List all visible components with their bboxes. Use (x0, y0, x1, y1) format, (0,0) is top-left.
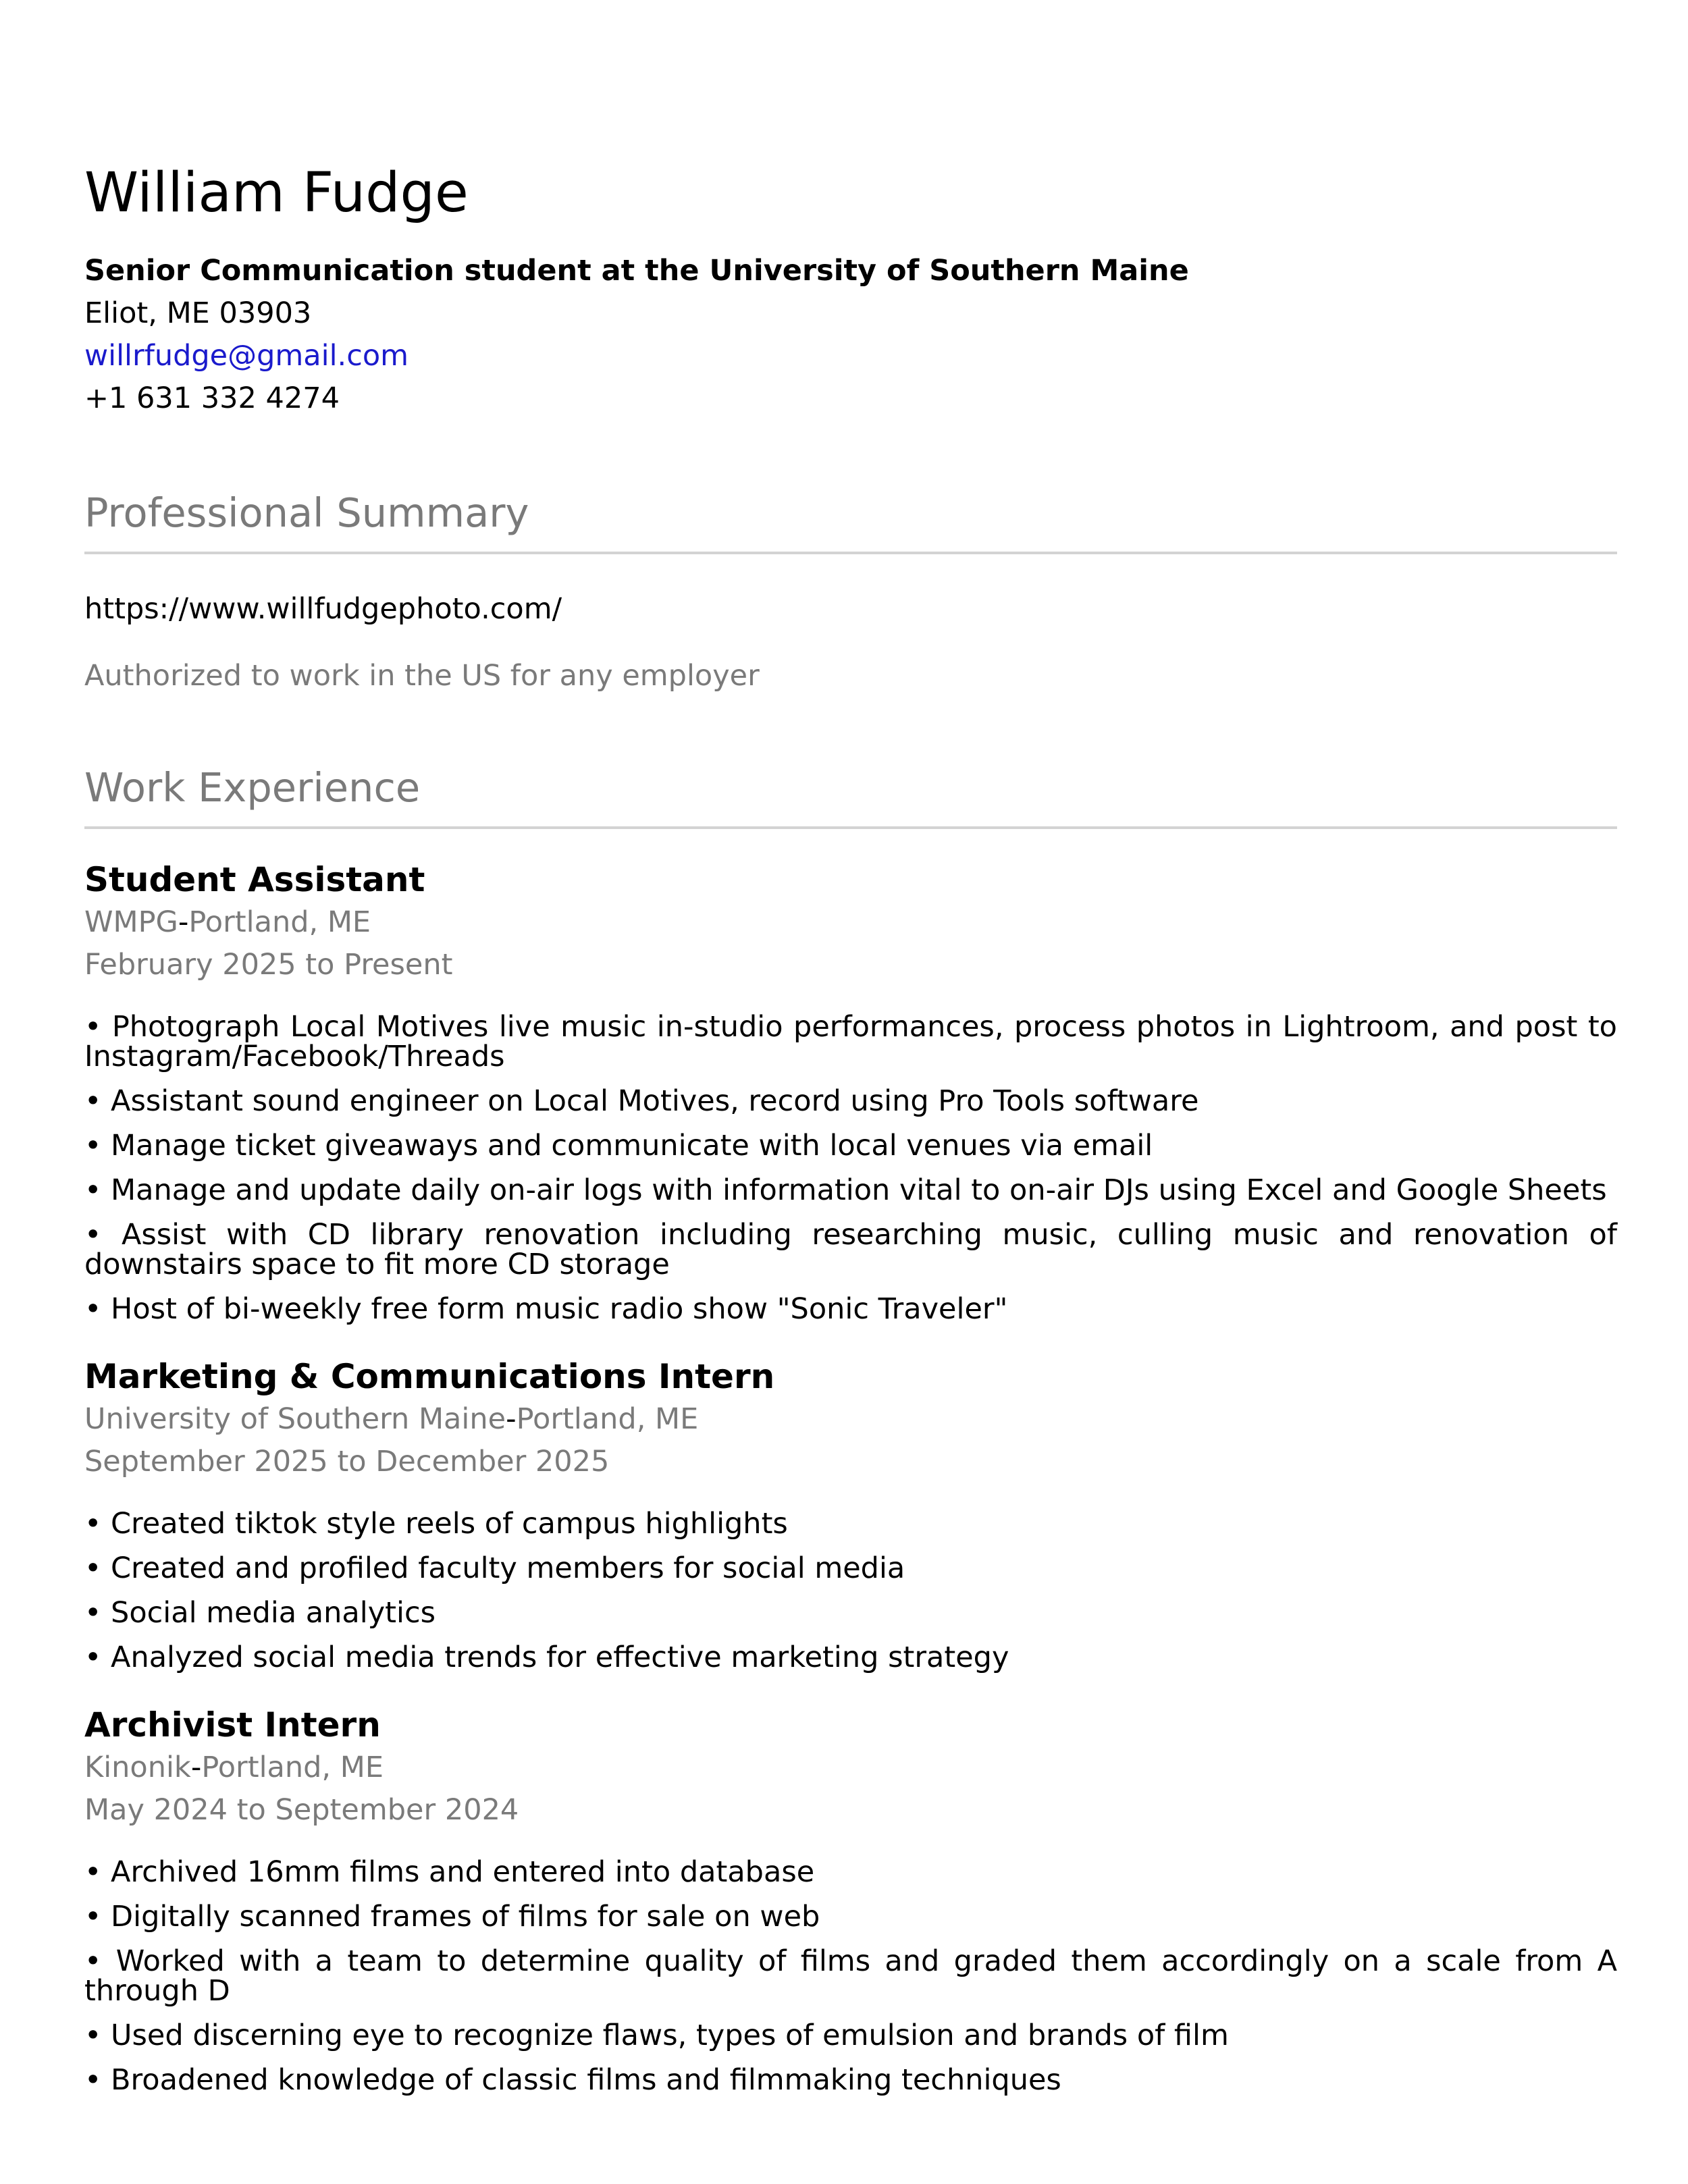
job-bullet: • Social media analytics (84, 1596, 436, 1630)
job-bullet: • Created tiktok style reels of campus highlights (84, 1507, 788, 1541)
job-company-location (84, 1402, 699, 1436)
job-company: Kinonik (84, 1751, 191, 1784)
section-title-work-experience: Work Experience (84, 764, 421, 811)
job-bullet: • Assistant sound engineer on Local Motives, record using Pro Tools software (84, 1084, 1199, 1118)
job-bullet: • Photograph Local Motives live music in-studio performances, process photos in Lightroom, and post to Instagram/Facebook/Threads (84, 1010, 1617, 1073)
website-url[interactable]: https://www.willfudgephoto.com/ (84, 592, 562, 626)
job-bullet: • Broadened knowledge of classic films and filmmaking techniques (84, 2063, 1061, 2097)
job-separator: - (190, 1751, 202, 1784)
job-bullet: • Archived 16mm films and entered into database (84, 1855, 815, 1889)
job-dates: February 2025 to Present (84, 948, 453, 982)
job-bullet: • Used discerning eye to recognize flaws, types of emulsion and brands of film (84, 2019, 1229, 2052)
location: Eliot, ME 03903 (84, 296, 312, 330)
work-authorization: Authorized to work in the US for any employer (84, 659, 760, 693)
job-bullet: • Worked with a team to determine quality of films and graded them accordingly on a scale from A through D (84, 1944, 1617, 2008)
section-divider (84, 552, 1617, 554)
job-location: Portland, ME (201, 1751, 384, 1784)
job-separator: - (506, 1402, 517, 1436)
job-bullet: • Digitally scanned frames of films for sale on web (84, 1900, 820, 1934)
job-bullet: • Assist with CD library renovation including researching music, culling music and renovation of downstairs space to fit more CD storage (84, 1218, 1617, 1281)
job-company: University of Southern Maine (84, 1402, 506, 1436)
job-title: Student Assistant (84, 860, 425, 899)
job-title: Marketing & Communications Intern (84, 1357, 775, 1396)
section-title-professional-summary: Professional Summary (84, 489, 529, 536)
job-dates: September 2025 to December 2025 (84, 1445, 610, 1479)
job-bullet: • Created and profiled faculty members for social media (84, 1551, 905, 1585)
headline: Senior Communication student at the University of Southern Maine (84, 254, 1189, 288)
section-divider (84, 826, 1617, 829)
phone-number: +1 631 332 4274 (84, 381, 340, 415)
candidate-name: William Fudge (84, 161, 469, 225)
job-company-location (84, 905, 371, 939)
job-location: Portland, ME (516, 1402, 699, 1436)
job-bullet: • Manage and update daily on-air logs with information vital to on-air DJs using Excel and Google Sheets (84, 1173, 1607, 1207)
job-separator: - (178, 905, 189, 939)
job-company-location (84, 1753, 384, 1782)
job-location: Portland, ME (188, 905, 371, 939)
job-bullet: • Analyzed social media trends for effective marketing strategy (84, 1641, 1009, 1674)
job-company: WMPG (84, 905, 178, 939)
job-bullet: • Manage ticket giveaways and communicate with local venues via email (84, 1129, 1153, 1163)
job-bullet: • Host of bi-weekly free form music radio show "Sonic Traveler" (84, 1292, 1008, 1326)
job-title: Archivist Intern (84, 1705, 381, 1744)
job-dates: May 2024 to September 2024 (84, 1793, 519, 1827)
email-link[interactable]: willrfudge@gmail.com (84, 339, 409, 373)
